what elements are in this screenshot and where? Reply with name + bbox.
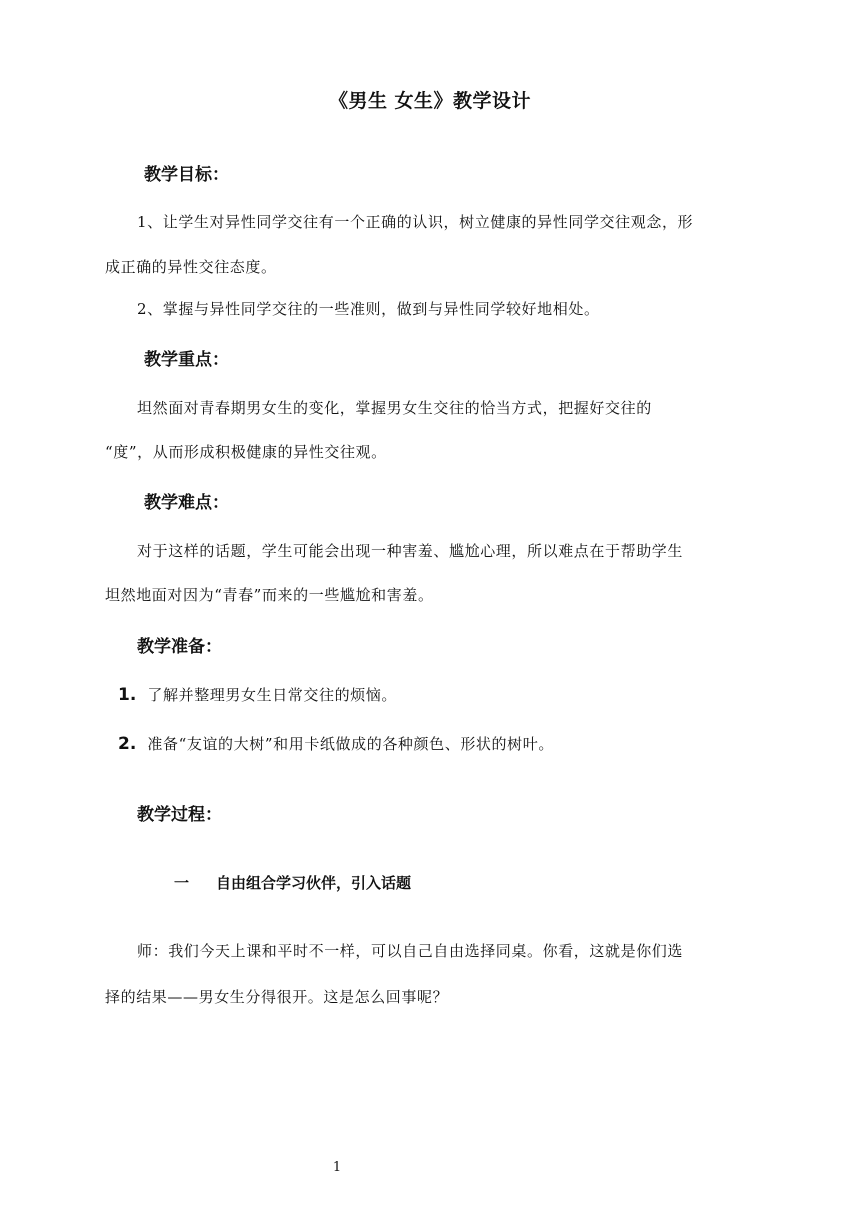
preparation-item-text: 准备“友谊的大树”和用卡纸做成的各种颜色、形状的树叶。 bbox=[147, 735, 554, 753]
key-points-heading: 教学重点： bbox=[144, 350, 229, 370]
key-points-line-1: 坦然面对青春期男女生的变化，掌握男女生交往的恰当方式，把握好交往的 bbox=[137, 399, 652, 417]
preparation-heading: 教学准备： bbox=[137, 637, 222, 657]
objective-1-line-1: 1、让学生对异性同学交往有一个正确的认识，树立健康的异性同学交往观念，形 bbox=[137, 213, 694, 231]
preparation-item-number: 2. bbox=[118, 734, 137, 754]
step-1-number: 一 bbox=[174, 874, 190, 892]
step-1-title: 自由组合学习伙伴，引入话题 bbox=[216, 874, 412, 892]
preparation-item-1 bbox=[118, 684, 397, 705]
teacher-line-2: 择的结果——男女生分得很开。这是怎么回事呢？ bbox=[105, 988, 449, 1006]
difficulties-line-2: 坦然地面对因为“青春”而来的一些尴尬和害羞。 bbox=[105, 586, 434, 604]
objective-2: 2、掌握与异性同学交往的一些准则，做到与异性同学较好地相处。 bbox=[137, 300, 600, 318]
teacher-line-1: 师：我们今天上课和平时不一样，可以自己自由选择同桌。你看，这就是你们选 bbox=[137, 942, 684, 960]
objective-1-line-2: 成正确的异性交往态度。 bbox=[105, 258, 277, 276]
preparation-item-2 bbox=[118, 733, 554, 754]
difficulties-heading: 教学难点： bbox=[144, 493, 229, 513]
page-number: 1 bbox=[332, 1160, 342, 1175]
process-heading: 教学过程： bbox=[137, 805, 222, 825]
preparation-item-number: 1. bbox=[118, 685, 137, 705]
key-points-line-2: “度”，从而形成积极健康的异性交往观。 bbox=[105, 443, 387, 461]
document-title: 《男生 女生》教学设计 bbox=[328, 90, 532, 112]
preparation-item-text: 了解并整理男女生日常交往的烦恼。 bbox=[147, 686, 397, 704]
objectives-heading: 教学目标： bbox=[144, 165, 229, 185]
difficulties-line-1: 对于这样的话题，学生可能会出现一种害羞、尴尬心理，所以难点在于帮助学生 bbox=[137, 542, 684, 560]
